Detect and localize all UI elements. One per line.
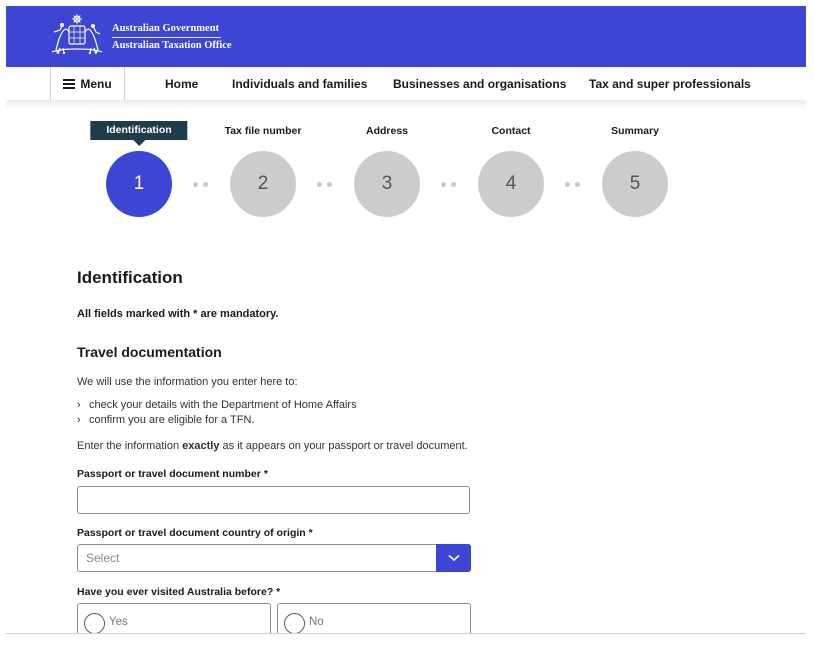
list-item-text: check your details with the Department of Home Affairs (89, 399, 357, 411)
page-title: Identification (77, 268, 183, 287)
step-circle-3: 3 (354, 151, 420, 217)
radio-label-no: No (309, 616, 324, 628)
intro-text: We will use the information you enter here to: (77, 376, 298, 388)
hamburger-icon (63, 79, 75, 89)
dropdown-button[interactable] (436, 544, 471, 572)
radio-label-yes: Yes (109, 616, 128, 628)
nav-link-businesses[interactable]: Businesses and organisations (393, 77, 567, 91)
nav-shadow (6, 100, 806, 110)
exact-emphasis: exactly (182, 440, 220, 452)
step-label-identification: Identification (90, 121, 187, 140)
step-circle-2: 2 (230, 151, 296, 217)
exact-prefix: Enter the information (77, 440, 183, 452)
list-item (77, 414, 254, 426)
header-banner (6, 6, 806, 67)
chevron-right-icon: › (77, 399, 81, 411)
step-connector (315, 182, 335, 188)
chevron-down-icon (448, 554, 460, 562)
nav-link-home[interactable]: Home (165, 77, 199, 91)
step-label-contact: Contact (491, 125, 531, 137)
chevron-right-icon: › (77, 414, 81, 426)
step-circle-4: 4 (478, 151, 544, 217)
step-label-summary: Summary (611, 125, 659, 137)
list-item (77, 399, 357, 411)
country-of-origin-select[interactable] (77, 544, 471, 572)
step-circle-1: 1 (106, 151, 172, 217)
menu-button[interactable] (50, 67, 125, 100)
passport-number-input[interactable] (77, 486, 470, 514)
section-title: Travel documentation (77, 344, 222, 360)
step-circle-5: 5 (602, 151, 668, 217)
step-connector (563, 182, 583, 188)
radio-option-yes[interactable] (77, 603, 271, 634)
step-connector (191, 182, 211, 188)
step-connector (439, 182, 459, 188)
visited-australia-label: Have you ever visited Australia before? * (77, 586, 281, 598)
select-value: Select (86, 551, 120, 565)
agency-name: Australian Taxation Office (112, 40, 232, 51)
mandatory-note: All fields marked with * are mandatory. (77, 308, 279, 320)
step-label-tax-file-number: Tax file number (224, 125, 302, 137)
step-label-address: Address (365, 125, 409, 137)
passport-number-label: Passport or travel document number * (77, 468, 268, 480)
radio-option-no[interactable] (277, 603, 471, 634)
page-frame (6, 6, 806, 634)
list-item-text: confirm you are eligible for a TFN. (89, 414, 255, 426)
government-name: Australian Government (112, 23, 220, 34)
radio-button[interactable] (84, 613, 105, 634)
nav-link-individuals[interactable]: Individuals and families (232, 77, 368, 91)
exact-instruction (77, 440, 468, 452)
country-of-origin-label: Passport or travel document country of origin * (77, 527, 313, 539)
nav-link-tax-professionals[interactable]: Tax and super professionals (589, 77, 751, 91)
exact-suffix: as it appears on your passport or travel document. (219, 440, 468, 452)
coat-of-arms-icon (48, 12, 106, 56)
radio-button[interactable] (284, 613, 305, 634)
menu-label: Menu (80, 76, 112, 91)
header-divider (112, 37, 221, 38)
